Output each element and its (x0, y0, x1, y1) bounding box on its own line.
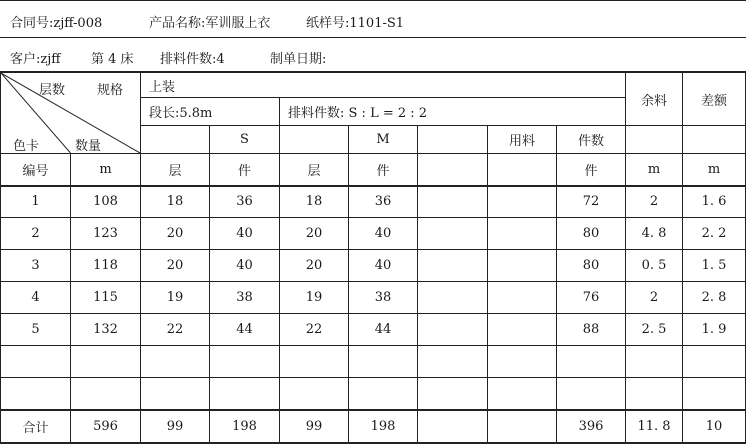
units-row (1, 154, 746, 186)
table-cell: 108 (71, 186, 141, 218)
unit-cell: 层 (280, 154, 349, 186)
total-cell: 11. 8 (626, 410, 683, 443)
blank-cell (418, 126, 488, 154)
table-cell (488, 378, 557, 410)
total-cell: 合计 (1, 410, 71, 443)
table-cell (418, 282, 488, 314)
table-cell: 3 (1, 250, 71, 282)
corner-layers: 层数 (39, 83, 66, 98)
unit-cell (488, 154, 557, 186)
segment-length: 段长:5.8m (141, 98, 280, 126)
table-cell: 88 (557, 314, 626, 346)
table-row (1, 314, 746, 346)
table-row (1, 218, 746, 250)
total-cell: 198 (349, 410, 418, 443)
table-cell (557, 346, 626, 378)
table-cell: 118 (71, 250, 141, 282)
table-cell: 2. 2 (683, 218, 746, 250)
table-cell: 20 (280, 218, 349, 250)
table-cell (349, 346, 418, 378)
table-cell: 20 (141, 250, 210, 282)
unit-cell: m (71, 154, 141, 186)
data-rows (1, 186, 746, 410)
table-cell: 2. 8 (683, 282, 746, 314)
table-cell: 22 (141, 314, 210, 346)
size-ratio: 排料件数: S : L = 2 : 2 (280, 98, 626, 126)
unit-cell: 层 (141, 154, 210, 186)
pattern-number: 纸样号:1101-S1 (306, 16, 405, 31)
table-cell (1, 378, 71, 410)
blank-cell (626, 126, 683, 154)
unit-cell (418, 154, 488, 186)
bed-number: 第 4 床 (91, 52, 134, 67)
total-row (1, 410, 746, 443)
table-cell (210, 346, 280, 378)
table-cell (141, 346, 210, 378)
table-cell: 40 (349, 218, 418, 250)
total-cell: 198 (210, 410, 280, 443)
table-cell: 44 (349, 314, 418, 346)
customer: 客户:zjff (10, 52, 61, 67)
table-cell: 40 (210, 250, 280, 282)
table-cell: 123 (71, 218, 141, 250)
table-cell: 1 (1, 186, 71, 218)
table-cell (418, 186, 488, 218)
table-cell: 2 (1, 218, 71, 250)
table-cell (488, 314, 557, 346)
table-cell: 1. 9 (683, 314, 746, 346)
total-cell: 596 (71, 410, 141, 443)
size-m-header: M (349, 126, 418, 154)
table-row (1, 250, 746, 282)
total-cell (418, 410, 488, 443)
table-cell: 19 (280, 282, 349, 314)
table-cell: 72 (557, 186, 626, 218)
corner-quantity: 数量 (75, 139, 102, 154)
table-row (1, 186, 746, 218)
difference-header: 差额 (683, 73, 746, 126)
table-cell: 2 (626, 282, 683, 314)
table-cell: 44 (210, 314, 280, 346)
material-header: 用料 (488, 126, 557, 154)
total-cell: 10 (683, 410, 746, 443)
product-name: 产品名称:军训服上衣 (149, 16, 271, 31)
table-cell: 80 (557, 218, 626, 250)
layout-count: 排料件数:4 (160, 52, 225, 67)
table-cell (488, 282, 557, 314)
table-cell: 36 (349, 186, 418, 218)
total-cell: 99 (141, 410, 210, 443)
table-cell (71, 346, 141, 378)
table-cell: 38 (210, 282, 280, 314)
table-cell (418, 378, 488, 410)
table-cell: 1. 6 (683, 186, 746, 218)
table-cell (418, 314, 488, 346)
table-cell (1, 346, 71, 378)
corner-spec: 规格 (97, 83, 124, 98)
table-cell: 4 (1, 282, 71, 314)
table-cell (418, 218, 488, 250)
size-s-header: S (210, 126, 280, 154)
unit-cell: m (683, 154, 746, 186)
table-cell (418, 250, 488, 282)
table-cell: 38 (349, 282, 418, 314)
total-cell: 99 (280, 410, 349, 443)
table-cell (488, 218, 557, 250)
table-cell: 132 (71, 314, 141, 346)
table-cell: 4. 8 (626, 218, 683, 250)
table-cell (488, 186, 557, 218)
table-cell: 20 (141, 218, 210, 250)
header-row-2 (0, 37, 746, 72)
table-cell: 20 (280, 250, 349, 282)
table-cell (683, 346, 746, 378)
total-cell: 396 (557, 410, 626, 443)
blank-cell (683, 126, 746, 154)
table-cell: 2. 5 (626, 314, 683, 346)
table-cell (210, 378, 280, 410)
table-cell: 2 (626, 186, 683, 218)
table-cell: 40 (349, 250, 418, 282)
table-cell (626, 346, 683, 378)
total-cell (488, 410, 557, 443)
table-cell (418, 346, 488, 378)
table-cell: 1. 5 (683, 250, 746, 282)
cutting-table (0, 72, 746, 444)
unit-cell: m (626, 154, 683, 186)
corner-color: 色卡 (13, 139, 40, 154)
table-cell (488, 250, 557, 282)
contract-number: 合同号:zjff-008 (10, 16, 103, 31)
pieces-header: 件数 (557, 126, 626, 154)
remainder-header: 余料 (626, 73, 683, 126)
table-cell: 0. 5 (626, 250, 683, 282)
table-cell (488, 346, 557, 378)
table-row (1, 282, 746, 314)
table-cell (626, 378, 683, 410)
table-cell: 80 (557, 250, 626, 282)
table-cell: 36 (210, 186, 280, 218)
table-row (1, 378, 746, 410)
table-cell: 19 (141, 282, 210, 314)
table-cell (683, 378, 746, 410)
table-cell (349, 378, 418, 410)
table-cell (141, 378, 210, 410)
unit-cell: 件 (349, 154, 418, 186)
table-cell: 40 (210, 218, 280, 250)
unit-cell: 编号 (1, 154, 71, 186)
group-title: 上装 (141, 73, 626, 98)
header-row-1 (0, 0, 746, 38)
table-cell: 76 (557, 282, 626, 314)
table-cell: 115 (71, 282, 141, 314)
issue-date: 制单日期: (270, 52, 327, 67)
table-cell: 22 (280, 314, 349, 346)
corner-header (1, 73, 141, 154)
blank-cell (280, 126, 349, 154)
table-cell (557, 378, 626, 410)
unit-cell: 件 (210, 154, 280, 186)
table-row (1, 346, 746, 378)
table-cell: 18 (280, 186, 349, 218)
table-cell: 18 (141, 186, 210, 218)
table-cell: 5 (1, 314, 71, 346)
blank-cell (141, 126, 210, 154)
unit-cell: 件 (557, 154, 626, 186)
table-cell (280, 378, 349, 410)
table-cell (71, 378, 141, 410)
table-cell (280, 346, 349, 378)
